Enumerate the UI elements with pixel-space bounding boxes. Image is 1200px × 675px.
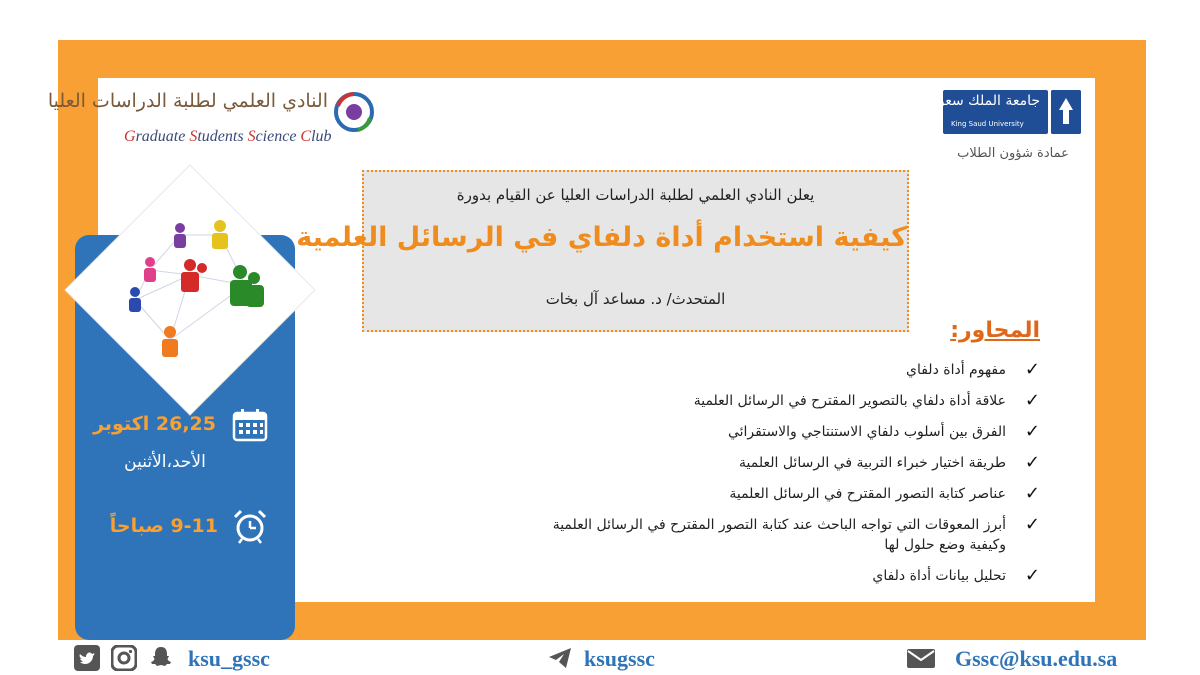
ksu-crest-icon — [1051, 90, 1081, 134]
list-item: ✓ تحليل بيانات أداة دلفاي — [872, 565, 1040, 586]
email-icon[interactable] — [906, 645, 936, 671]
alarm-clock-icon — [232, 508, 268, 544]
axes-heading: المحاور: — [950, 318, 1040, 343]
ksu-name-english: King Saud University — [951, 120, 1024, 128]
list-item: ✓ علاقة أداة دلفاي بالتصوير المقترح في الرسائل العلمية — [693, 390, 1040, 411]
announcement-intro: يعلن النادي العلمي لطلبة الدراسات العليا عن القيام بدورة — [456, 186, 815, 204]
club-name-arabic: النادي العلمي لطلبة الدراسات العليا — [47, 90, 328, 112]
ksu-name-arabic: جامعة الملك سعود — [931, 93, 1040, 109]
telegram-handle-link[interactable]: ksugssc — [584, 646, 655, 671]
instagram-icon[interactable] — [111, 645, 137, 671]
figure-blue — [129, 287, 141, 312]
checkmark-icon: ✓ — [1024, 483, 1040, 504]
list-item: ✓ الفرق بين أسلوب دلفاي الاستنتاجي والاستقرائي — [727, 421, 1040, 442]
announcement-box — [296, 170, 909, 332]
checkmark-icon: ✓ — [1024, 421, 1040, 442]
list-item: ✓ مفهوم أداة دلفاي — [906, 359, 1040, 380]
telegram-icon[interactable] — [547, 645, 573, 671]
ksu-logo — [931, 90, 1083, 170]
figure-yellow — [212, 220, 228, 249]
checkmark-icon: ✓ — [1024, 390, 1040, 411]
checkmark-icon: ✓ — [1024, 565, 1040, 586]
club-emblem-icon — [332, 90, 377, 135]
speaker-name: المتحدث/ د. مساعد آل بخات — [545, 290, 726, 308]
ksu-wordmark — [931, 90, 1048, 134]
figure-orange — [162, 326, 178, 357]
deanship-label: عمادة شؤون الطلاب — [957, 146, 1069, 161]
twitter-handle-link[interactable]: ksu_gssc — [188, 646, 270, 671]
club-logo — [47, 90, 375, 160]
checkmark-icon: ✓ — [1024, 359, 1040, 380]
checkmark-icon: ✓ — [1024, 452, 1040, 473]
figure-purple — [174, 223, 186, 248]
figure-pink — [144, 257, 156, 282]
twitter-icon[interactable] — [74, 645, 100, 671]
network-collage-image — [60, 160, 320, 420]
calendar-icon — [232, 408, 268, 442]
email-address-link[interactable]: Gssc@ksu.edu.sa — [955, 646, 1118, 671]
snapchat-icon[interactable] — [148, 645, 174, 671]
course-title: كيفية استخدام أداة دلفاي في الرسائل العلمية — [296, 222, 907, 253]
list-item: ✓ عناصر كتابة التصور المقترح في الرسائل العلمية — [729, 483, 1040, 504]
list-item: ✓ أبرز المعوقات التي تواجه الباحث عند كتابة التصور المقترح في الرسائل العلمية وكيفية وضع حلول لها — [552, 514, 1040, 553]
axes-list — [520, 360, 1040, 597]
event-time: 9-11 صباحاً — [109, 515, 218, 537]
checkmark-icon: ✓ — [1024, 514, 1040, 535]
club-name-english: Graduate Students Science Club — [124, 128, 332, 145]
event-date: 26,25 اكتوبر — [93, 413, 216, 435]
list-item: ✓ طريقة اختيار خبراء التربية في الرسائل العلمية — [739, 452, 1040, 473]
event-days: الأحد،الأثنين — [124, 452, 206, 472]
